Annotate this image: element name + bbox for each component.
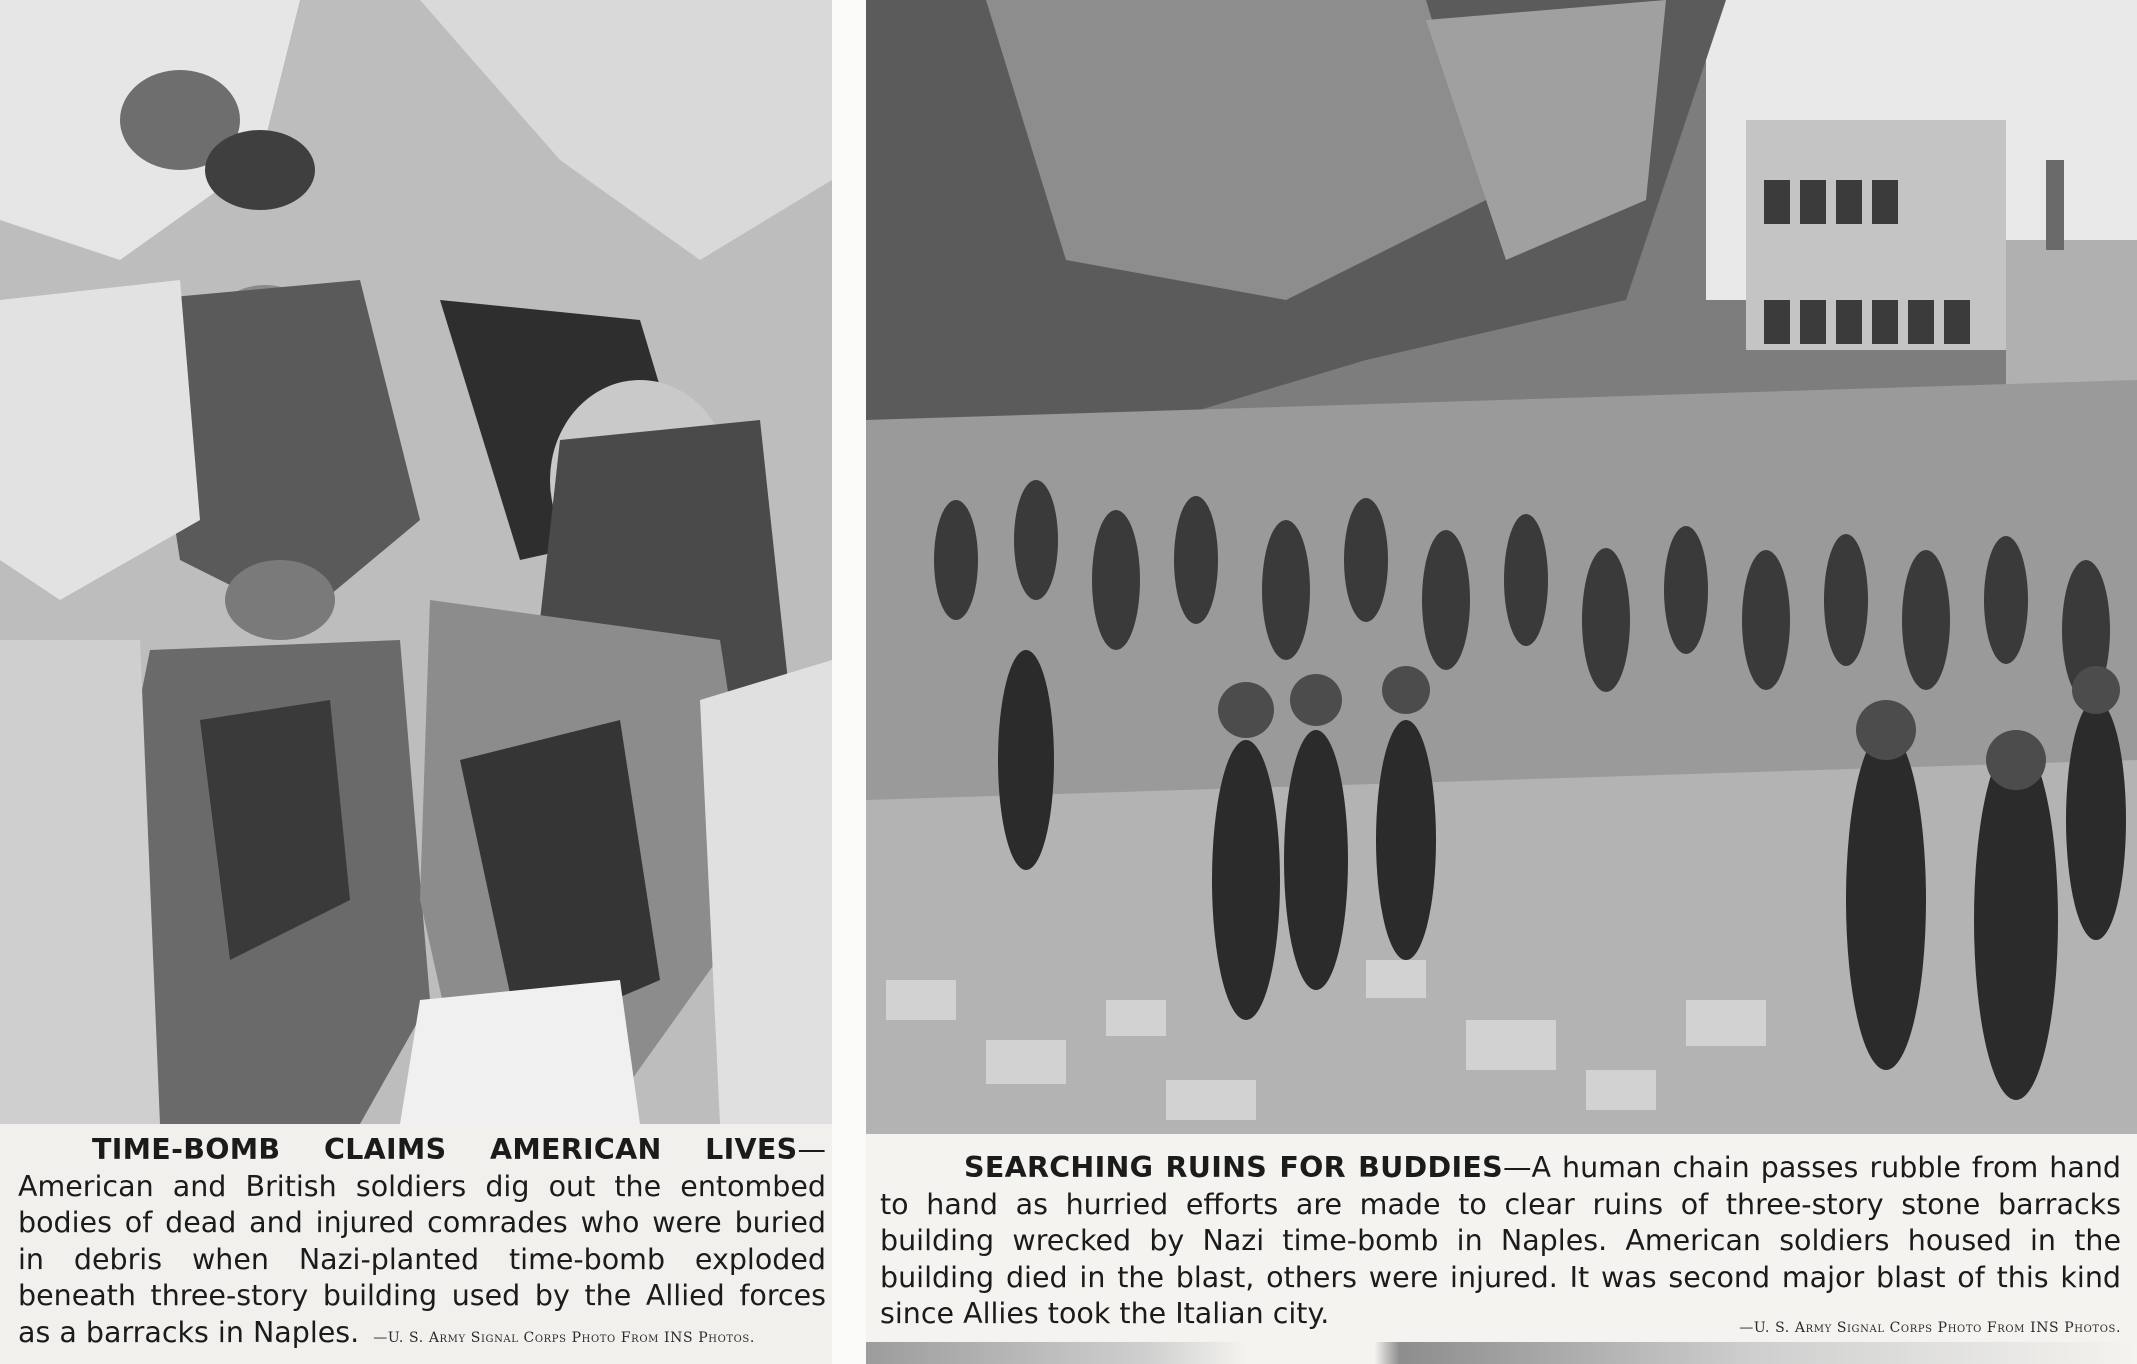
column-gutter <box>832 0 866 1364</box>
right-photo-human-chain-rubble <box>866 0 2137 1134</box>
right-article <box>866 0 2137 1364</box>
right-headline: SEARCHING RUINS FOR BUDDIES <box>964 1151 1503 1184</box>
left-headline: TIME-BOMB CLAIMS AMERICAN LIVES <box>92 1133 798 1166</box>
right-photo-art <box>866 0 2137 1134</box>
left-photo-credit: —U. S. Army Signal Corps Photo From INS Photos. <box>373 1329 755 1346</box>
left-article <box>0 0 832 1364</box>
left-photo-art <box>0 0 832 1124</box>
right-caption-body: —A human chain passes rubble from hand to hand as hurried efforts are made to clear ruins of three-story stone barracks building wrecked by Nazi time-bomb in Naples. American soldiers housed in the building died in the blast, others were injured. It was second major blast of this kind since Allies took the Italian city. <box>880 1151 2121 1330</box>
next-photos-edge <box>866 1342 2137 1364</box>
right-caption <box>880 1150 2121 1347</box>
right-photo-credit: —U. S. Army Signal Corps Photo From INS Photos. <box>1739 1320 2121 1336</box>
left-caption-body: —American and British soldiers dig out the entombed bodies of dead and injured comrades who were buried in debris when Nazi-planted time-bomb exploded beneath three-story building used by the Allied forces as a barracks in Naples. <box>18 1133 826 1349</box>
left-caption <box>18 1132 826 1356</box>
left-photo-soldiers-digging <box>0 0 832 1124</box>
